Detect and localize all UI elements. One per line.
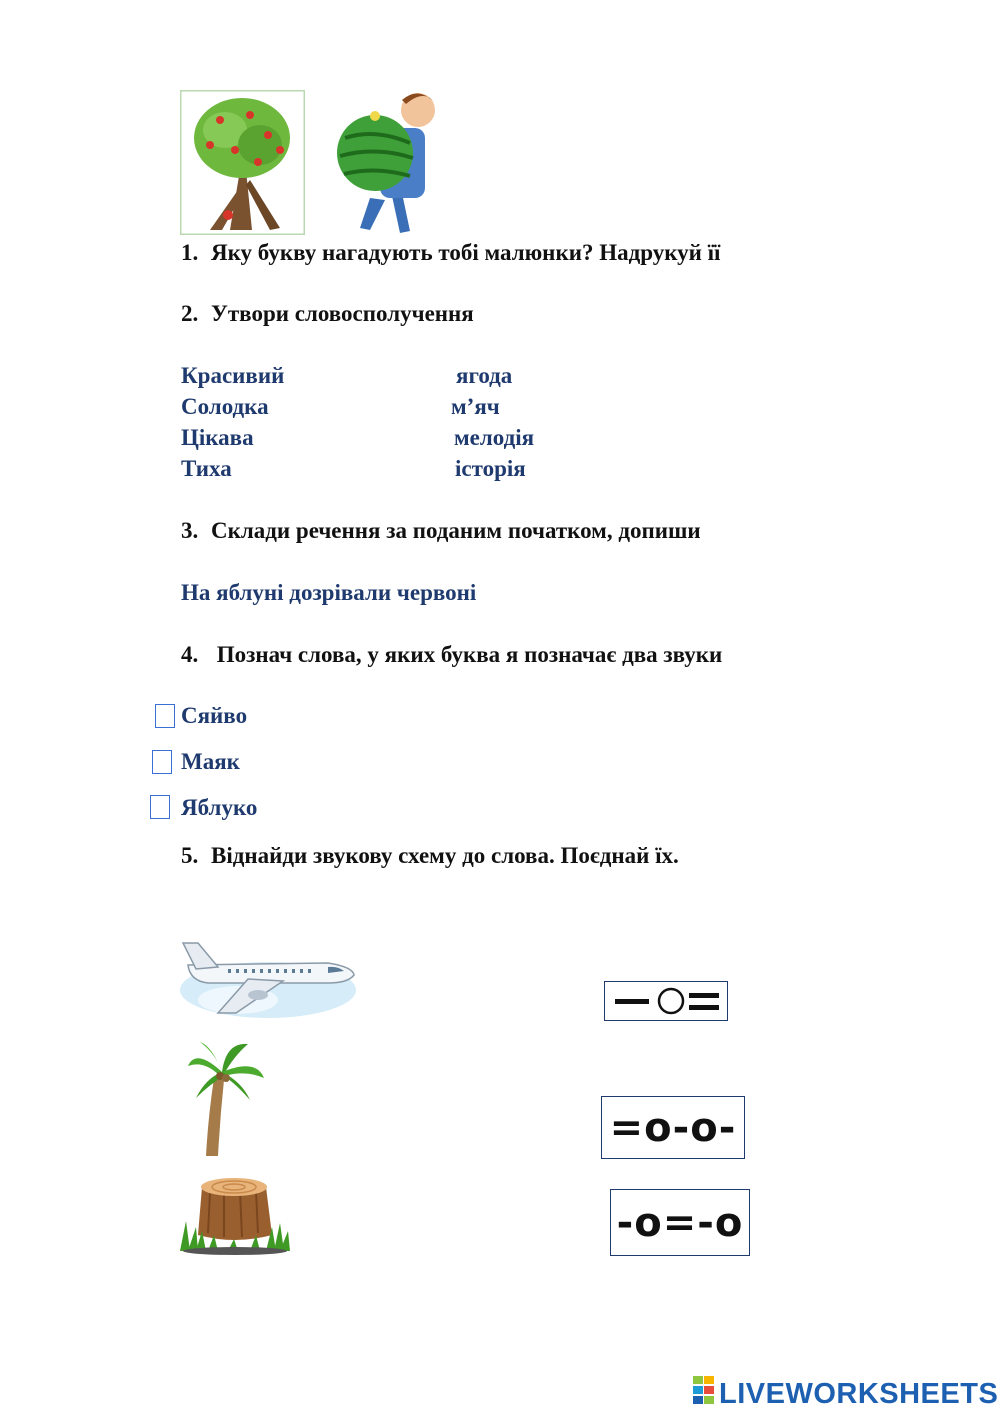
liveworksheets-logo — [693, 1376, 998, 1412]
sentence-start: На яблуні дозрівали червоні — [181, 580, 477, 605]
scheme-symbols-icon — [611, 986, 721, 1016]
tree-stump-picture[interactable] — [180, 1173, 290, 1255]
scheme-label: =о-о- — [609, 1104, 737, 1151]
checkbox-iabluko[interactable] — [150, 795, 170, 819]
brand-text: LIVEWORKSHEETS — [719, 1377, 999, 1410]
question-text: Віднайди звукову схему до слова. Поєднай їх. — [211, 843, 679, 868]
question-number: 2. — [181, 301, 199, 326]
checkbox-label-siaivo: Сяйво — [181, 703, 248, 728]
checkbox-maiak[interactable] — [152, 750, 172, 774]
boy-with-watermelon-picture — [330, 88, 455, 238]
airplane-picture[interactable] — [178, 935, 358, 1020]
question-text: Познач слова, у яких буква я позначає два звуки — [211, 642, 723, 667]
question-text: Яку букву нагадують тобі малюнки? Надрукуй її — [211, 240, 721, 265]
phrase-right-2: м’яч — [451, 394, 500, 419]
phrase-right-4: історія — [455, 456, 526, 481]
phrase-left-2: Солодка — [181, 394, 269, 419]
question-1 — [181, 240, 720, 266]
phrase-left-4: Тиха — [181, 456, 232, 481]
sound-scheme-1[interactable] — [604, 981, 728, 1021]
question-number: 5. — [181, 843, 199, 868]
phrase-right-3: мелодія — [454, 425, 535, 450]
question-number: 3. — [181, 518, 199, 543]
phrase-left-1: Красивий — [181, 363, 285, 388]
apple-tree-picture — [180, 90, 305, 235]
question-text: Склади речення за поданим початком, допиши — [211, 518, 701, 543]
checkbox-siaivo[interactable] — [155, 704, 175, 728]
checkbox-label-iabluko: Яблуко — [181, 795, 258, 820]
question-number: 4. — [181, 642, 199, 667]
question-5 — [181, 843, 679, 869]
sound-scheme-3[interactable] — [610, 1189, 750, 1256]
checkbox-label-maiak: Маяк — [181, 749, 240, 774]
question-2 — [181, 301, 474, 327]
question-number: 1. — [181, 240, 199, 265]
question-3 — [181, 518, 701, 544]
sound-scheme-2[interactable] — [601, 1096, 745, 1159]
question-text: Утвори словосполучення — [211, 301, 474, 326]
phrase-right-1: ягода — [456, 363, 513, 388]
palm-tree-picture[interactable] — [186, 1038, 266, 1158]
phrase-left-3: Цікава — [181, 425, 254, 450]
liveworksheets-icon — [693, 1376, 715, 1412]
scheme-label: -о=-о — [616, 1199, 744, 1246]
question-4 — [181, 642, 722, 668]
